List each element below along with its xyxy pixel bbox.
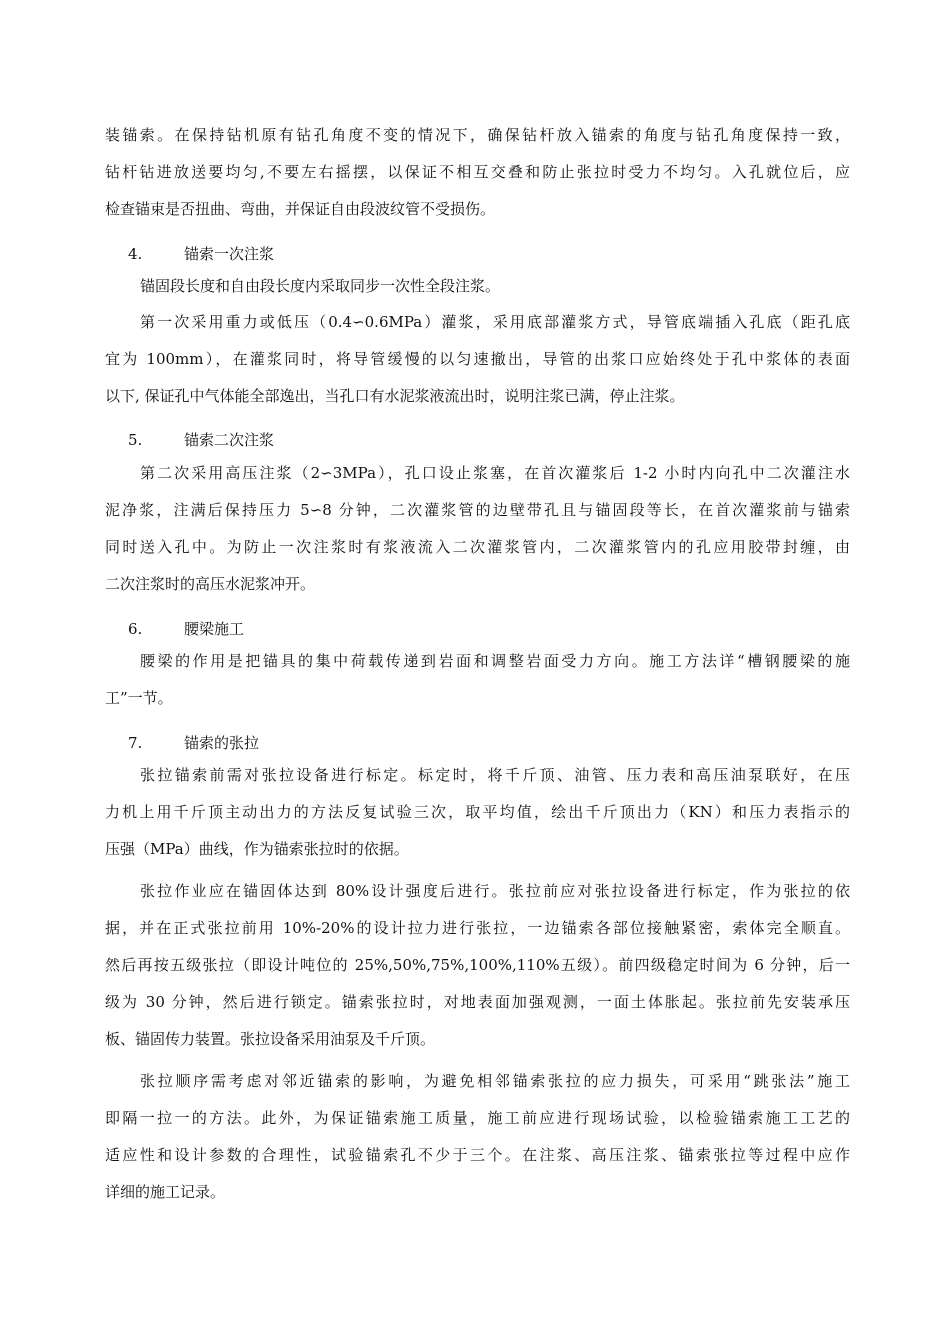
section-title: 锚索一次注浆 [184, 245, 275, 263]
text-line: 泥净浆，注满后保持压力 5∽8 分钟，二次灌浆管的边壁带孔且与锚固段等长，在首次灌浆前与锚索 [105, 501, 850, 519]
section-number: 5. [128, 431, 143, 449]
text-line: 腰梁的作用是把锚具的集中荷载传递到岩面和调整岩面受力方向。施工方法详“槽钢腰梁的施 [140, 652, 850, 670]
section-title: 锚索二次注浆 [184, 431, 275, 449]
text-line: 然后再按五级张拉（即设计吨位的 25%,50%,75%,100%,110%五级）。前四级稳定时间为 6 分钟，后一 [105, 956, 850, 974]
text-line: 张拉顺序需考虑对邻近锚索的影响，为避免相邻锚索张拉的应力损失，可采用“跳张法”施工 [140, 1072, 850, 1090]
section-heading-5 [128, 430, 274, 450]
text-line: 以下, 保证孔中气体能全部逸出，当孔口有水泥浆液流出时，说明注浆已满，停止注浆。 [105, 387, 685, 405]
text-line: 即隔一拉一的方法。此外，为保证锚索施工质量，施工前应进行现场试验，以检验锚索施工工艺的 [105, 1109, 850, 1127]
text-line: 装锚索。在保持钻机原有钻孔角度不变的情况下，确保钻杆放入锚索的角度与钻孔角度保持一致， [105, 126, 850, 144]
section-heading-4 [128, 244, 274, 264]
text-line: 力机上用千斤顶主动出力的方法反复试验三次，取平均值，绘出千斤顶出力（KN）和压力表指示的 [105, 803, 850, 821]
text-line: 二次注浆时的高压水泥浆冲开。 [105, 575, 316, 593]
text-line: 压强（MPa）曲线，作为锚索张拉时的依据。 [105, 840, 409, 858]
text-line: 锚固段长度和自由段长度内采取同步一次性全段注浆。 [140, 277, 501, 295]
section-number: 7. [128, 734, 143, 752]
section-number: 6. [128, 620, 143, 638]
text-line: 适应性和设计参数的合理性，试验锚索孔不少于三个。在注浆、高压注浆、锚索张拉等过程中应作 [105, 1146, 850, 1164]
text-line: 详细的施工记录。 [105, 1183, 226, 1201]
text-line: 据，并在正式张拉前用 10%-20%的设计拉力进行张拉，一边锚索各部位接触紧密，索体完全顺直。 [105, 919, 850, 937]
section-heading-6 [128, 619, 244, 639]
text-line: 检查锚束是否扭曲、弯曲，并保证自由段波纹管不受损伤。 [105, 200, 496, 218]
text-line: 工”一节。 [105, 689, 173, 707]
text-line: 张拉锚索前需对张拉设备进行标定。标定时，将千斤顶、油管、压力表和高压油泵联好，在压 [140, 766, 850, 784]
text-line: 钻杆钻进放送要均匀,不要左右摇摆，以保证不相互交叠和防止张拉时受力不均匀。入孔就位后，应 [105, 163, 850, 181]
text-line: 板、锚固传力装置。张拉设备采用油泵及千斤顶。 [105, 1030, 436, 1048]
section-title: 腰梁施工 [184, 620, 245, 638]
text-line: 张拉作业应在锚固体达到 80%设计强度后进行。张拉前应对张拉设备进行标定，作为张拉的依 [140, 882, 850, 900]
text-line: 第二次采用高压注浆（2∽3MPa），孔口设止浆塞，在首次灌浆后 1-2 小时内向孔中二次灌注水 [140, 464, 850, 482]
section-title: 锚索的张拉 [184, 734, 260, 752]
text-line: 同时送入孔中。为防止一次注浆时有浆液流入二次灌浆管内，二次灌浆管内的孔应用胶带封缠，由 [105, 538, 850, 556]
section-heading-7 [128, 733, 259, 753]
text-line: 宜为 100mm），在灌浆同时，将导管缓慢的以匀速撤出，导管的出浆口应始终处于孔中浆体的表面 [105, 350, 850, 368]
text-line: 第一次采用重力或低压（0.4∽0.6MPa）灌浆，采用底部灌浆方式，导管底端插入孔底（距孔底 [140, 313, 850, 331]
text-line: 级为 30 分钟，然后进行锁定。锚索张拉时，对地表面加强观测，一面土体胀起。张拉前先安装承压 [105, 993, 850, 1011]
section-number: 4. [128, 245, 143, 263]
